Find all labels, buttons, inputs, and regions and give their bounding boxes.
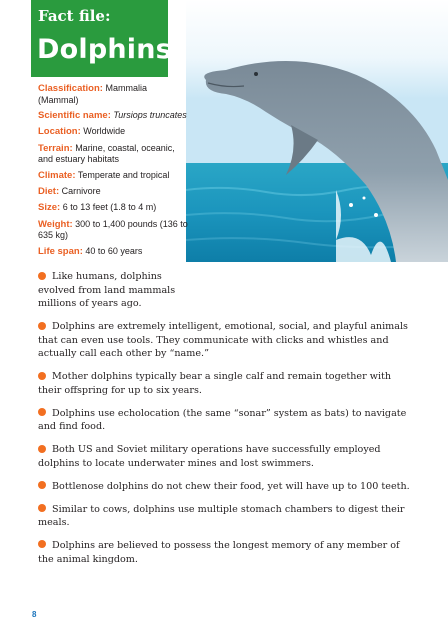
fact-key: Climate: — [38, 169, 76, 181]
fact-location — [38, 126, 188, 138]
fact-key: Location: — [38, 126, 81, 138]
orange-dot-icon — [38, 322, 46, 330]
fact-value: Worldwide — [83, 126, 126, 137]
fact-key: Terrain: — [38, 142, 73, 154]
bullet-text: Like humans, dolphins evolved from land mammals millions of years ago. — [38, 271, 176, 310]
bullet-item — [38, 370, 410, 397]
fact-list — [38, 83, 188, 262]
fact-key: Weight: — [38, 218, 73, 230]
fact-climate — [38, 170, 188, 182]
fact-key: Size: — [38, 202, 61, 214]
bullet-item — [38, 503, 410, 530]
bullet-text: Bottlenose dolphins do not chew their food, yet will have up to 100 teeth. — [52, 480, 410, 492]
orange-dot-icon — [38, 372, 46, 380]
orange-dot-icon — [38, 540, 46, 548]
fact-value: 40 to 60 years — [85, 245, 143, 256]
fact-terrain — [38, 143, 188, 166]
fact-size — [38, 202, 188, 214]
bullet-item — [38, 539, 410, 566]
fact-key: Life span: — [38, 245, 83, 257]
bullet-text: Dolphins use echolocation (the same “sonar” system as bats) to navigate and find food. — [38, 407, 407, 433]
bullet-item — [38, 320, 410, 361]
fact-file-label: Fact file: — [38, 7, 111, 25]
page-title: Dolphins — [37, 34, 172, 65]
orange-dot-icon — [38, 445, 46, 453]
fact-life-span — [38, 246, 188, 258]
fact-scientific-name — [38, 110, 188, 122]
bullet-item — [38, 407, 410, 434]
orange-dot-icon — [38, 272, 46, 280]
fact-value: 6 to 13 feet (1.8 to 4 m) — [62, 202, 157, 213]
bullet-text: Dolphins are extremely intelligent, emotional, social, and playful animals that can even use tools. They communicate with clicks and whistles and actually call each other by “name.” — [38, 321, 408, 360]
fact-value: Tursiops truncates — [113, 110, 187, 121]
fact-value: 300 to 1,400 pounds (136 to 635 kg) — [38, 218, 188, 241]
fact-file-header — [31, 0, 172, 77]
fact-value: Marine, coastal, oceanic, and estuary habitats — [38, 142, 175, 165]
bullet-text: Similar to cows, dolphins use multiple stomach chambers to digest their meals. — [38, 503, 405, 529]
bullet-item — [38, 270, 194, 311]
fact-weight — [38, 219, 188, 242]
fact-key: Scientific name: — [38, 110, 111, 122]
dolphin-photo — [186, 0, 448, 262]
fact-key: Classification: — [38, 83, 103, 94]
fact-key: Diet: — [38, 186, 60, 198]
orange-dot-icon — [38, 481, 46, 489]
bullet-text: Dolphins are believed to possess the longest memory of any member of the animal kingdom. — [38, 539, 400, 565]
fact-bullets — [38, 270, 410, 575]
bullet-item — [38, 480, 410, 494]
fact-value: Carnivore — [61, 186, 101, 197]
fact-value: Mammalia (Mammal) — [38, 83, 147, 105]
fact-classification — [38, 83, 188, 106]
bullet-text: Mother dolphins typically bear a single calf and remain together with their offspring for up to six years. — [38, 371, 392, 396]
bullet-text: Both US and Soviet military operations have successfully employed dolphins to locate underwater mines and lost swimmers. — [38, 444, 381, 469]
page-number: 8 — [32, 610, 37, 619]
bullet-item — [38, 443, 410, 470]
orange-dot-icon — [38, 504, 46, 512]
fact-diet — [38, 186, 188, 198]
orange-dot-icon — [38, 408, 46, 416]
fact-value: Temperate and tropical — [77, 169, 170, 180]
